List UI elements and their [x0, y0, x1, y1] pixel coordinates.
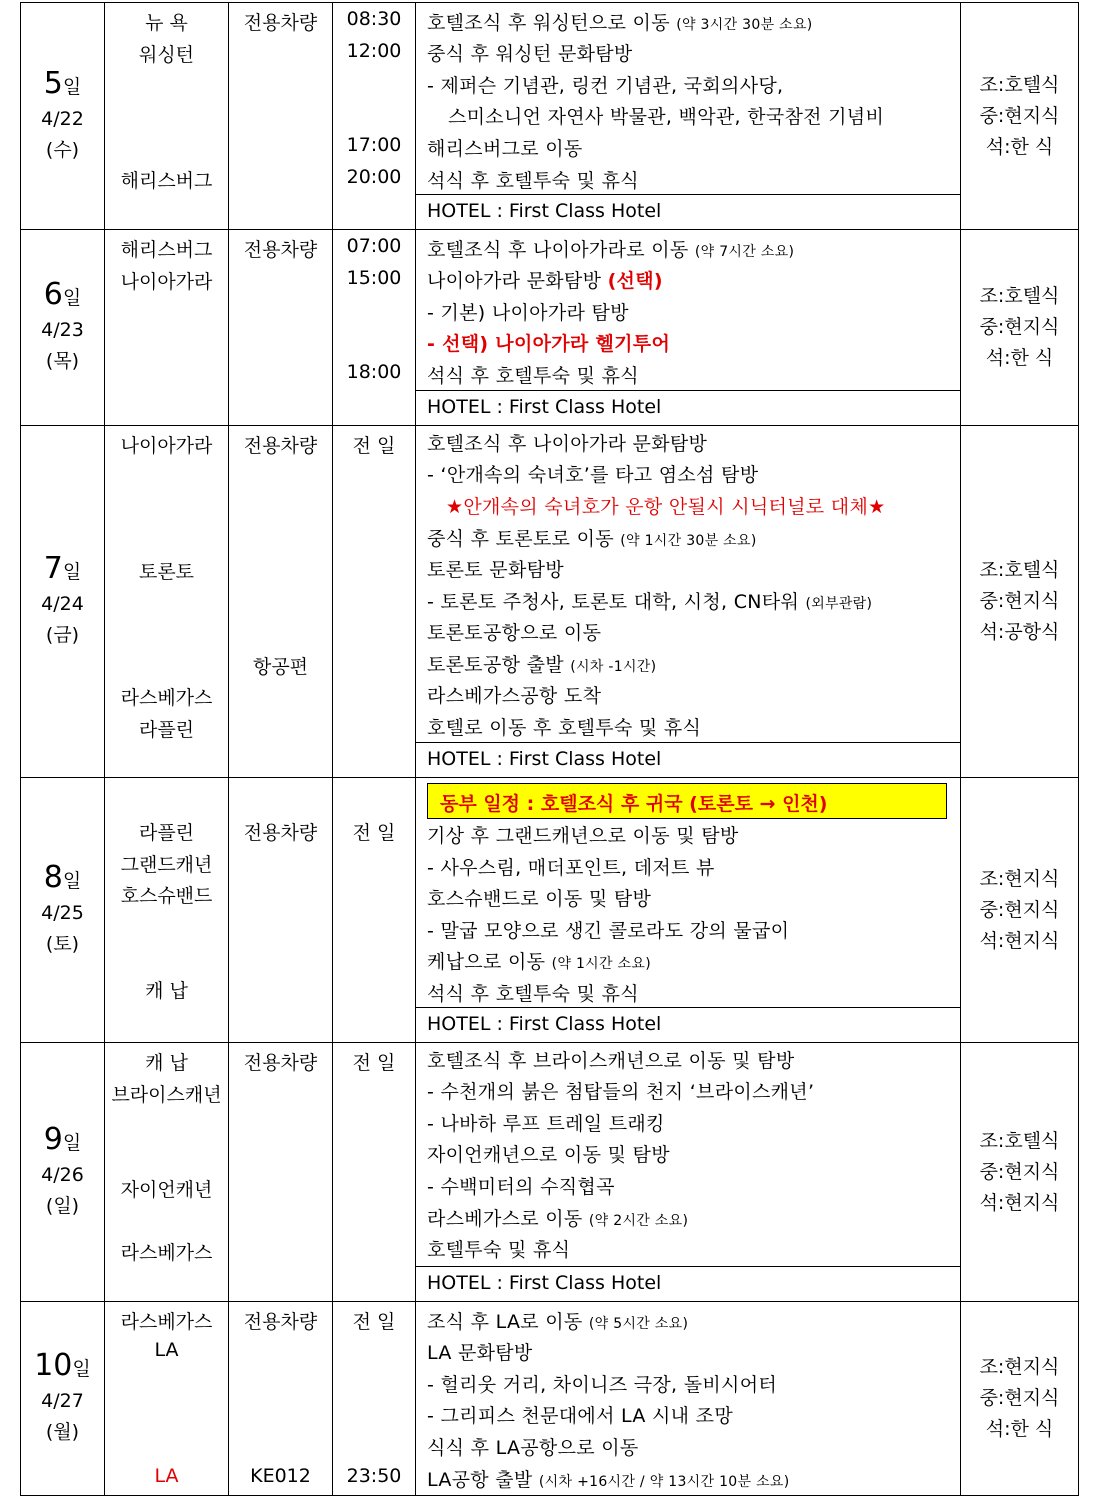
meal-lunch: 중:현지식	[979, 104, 1060, 127]
day-weekday: (월)	[45, 1421, 80, 1443]
day-weekday: (일)	[45, 1194, 80, 1217]
day-number: 8일	[43, 859, 82, 895]
transport-cell	[229, 230, 333, 426]
itinerary-table	[20, 2, 1079, 1496]
meal-cell	[961, 778, 1079, 1043]
schedule-line: - 선택) 나이아가라 헬기투어	[427, 333, 671, 355]
time-cell	[333, 230, 416, 426]
transport: 전용차량	[243, 1052, 318, 1074]
time-cell	[333, 3, 416, 230]
transport-cell	[229, 426, 333, 778]
schedule-line: 중식 후 워싱턴 문화탐방	[427, 43, 633, 65]
time: 08:30	[346, 8, 402, 30]
hotel-row	[416, 1007, 960, 1042]
notice-text: 동부 일정 : 호텔조식 후 귀국 (토론토 → 인천)	[440, 793, 828, 815]
meal-dinner: 석:한 식	[985, 1418, 1054, 1440]
hotel-text: HOTEL : First Class Hotel	[427, 1013, 662, 1035]
schedule-line: 자이언캐년으로 이동 및 탐방	[427, 1144, 670, 1166]
meal-breakfast: 조:현지식	[979, 1356, 1060, 1378]
schedule-line: 해리스버그로 이동	[427, 138, 583, 160]
schedule-line: 조식 후 LA로 이동 (약 5시간 소요)	[427, 1311, 689, 1333]
day-date: 4/22	[41, 107, 84, 130]
schedule-line: 석식 후 호텔투숙 및 휴식	[427, 365, 639, 387]
place: 라플린	[138, 719, 195, 741]
day-cell	[21, 778, 105, 1043]
transport-cell	[229, 3, 333, 230]
schedule-line: 토론토 문화탐방	[427, 559, 564, 581]
place: 그랜드캐년	[120, 854, 213, 876]
hotel-text: HOTEL : First Class Hotel	[427, 1272, 662, 1294]
day-row	[21, 230, 1079, 426]
schedule-line: - ‘안개속의 숙녀호’를 타고 염소섬 탐방	[427, 464, 759, 486]
place-cell	[105, 1043, 229, 1302]
time: 전 일	[352, 435, 396, 457]
meal-dinner: 석:현지식	[979, 929, 1060, 952]
hotel-row	[416, 194, 960, 229]
day-cell	[21, 1043, 105, 1302]
schedule-line: 호텔조식 후 나이아가라로 이동 (약 7시간 소요)	[427, 239, 795, 261]
day-cell	[21, 230, 105, 426]
transport-cell	[229, 1043, 333, 1302]
schedule-line: - 토론토 주청사, 토론토 대학, 시청, CN타워 (외부관람)	[427, 591, 873, 613]
day-cell	[21, 3, 105, 230]
transport: KE012	[250, 1465, 311, 1487]
schedule-line: - 그리피스 천문대에서 LA 시내 조망	[427, 1405, 733, 1427]
time: 20:00	[346, 166, 402, 188]
schedule-line: 식식 후 LA공항으로 이동	[427, 1437, 639, 1459]
hotel-text: HOTEL : First Class Hotel	[427, 748, 662, 770]
place: 나이아가라	[120, 271, 213, 293]
day-number: 5일	[43, 65, 82, 101]
hotel-row	[416, 390, 960, 425]
place-cell	[105, 778, 229, 1043]
place: 해리스버그	[120, 170, 213, 192]
schedule-line: 호텔로 이동 후 호텔투숙 및 휴식	[427, 717, 702, 739]
schedule-line: 호텔조식 후 워싱턴으로 이동 (약 3시간 30분 소요)	[427, 12, 813, 34]
schedule-line: - 사우스림, 매더포인트, 데저트 뷰	[427, 857, 715, 879]
place: 캐 납	[145, 980, 188, 1002]
hotel-row	[416, 742, 960, 777]
schedule-line: 호텔조식 후 나이아가라 문화탐방	[427, 433, 708, 455]
transport: 전용차량	[243, 1311, 318, 1333]
schedule-line: 석식 후 호텔투숙 및 휴식	[427, 983, 639, 1005]
schedule-line: 호텔조식 후 브라이스캐년으로 이동 및 탐방	[427, 1050, 795, 1072]
schedule-line: 중식 후 토론토로 이동 (약 1시간 30분 소요)	[427, 528, 757, 550]
meal-dinner: 석:현지식	[979, 1191, 1060, 1214]
day-weekday: (수)	[45, 138, 80, 161]
meal-lunch: 중:현지식	[979, 1387, 1060, 1409]
schedule-line: 라스베가스공항 도착	[427, 685, 602, 707]
time: 전 일	[352, 822, 396, 844]
schedule-line: 라스베가스로 이동 (약 2시간 소요)	[427, 1208, 689, 1230]
meal-breakfast: 조:호텔식	[979, 73, 1060, 96]
place: 뉴 욕	[145, 12, 188, 34]
day-weekday: (목)	[45, 350, 80, 372]
meal-breakfast: 조:호텔식	[979, 1129, 1060, 1152]
schedule-line: LA 문화탐방	[427, 1342, 533, 1364]
place: 캐 납	[145, 1052, 188, 1074]
place: 라스베가스	[120, 1242, 213, 1264]
meal-dinner: 석:한 식	[985, 347, 1054, 369]
schedule-cell	[416, 426, 961, 778]
hotel-text: HOTEL : First Class Hotel	[427, 200, 662, 222]
transport-cell	[229, 778, 333, 1043]
time-cell	[333, 778, 416, 1043]
schedule-line: 호텔투숙 및 휴식	[427, 1239, 571, 1261]
meal-cell	[961, 1302, 1079, 1496]
day-number: 7일	[43, 551, 82, 586]
meal-dinner: 석:한 식	[985, 135, 1054, 158]
schedule-line: 토론토공항으로 이동	[427, 622, 602, 644]
schedule-cell	[416, 778, 961, 1043]
meal-lunch: 중:현지식	[979, 1160, 1060, 1183]
place-cell	[105, 426, 229, 778]
meal-dinner: 석:공항식	[979, 621, 1060, 643]
time: 전 일	[352, 1052, 396, 1074]
day-number: 10일	[34, 1348, 91, 1383]
place: LA	[154, 1465, 179, 1487]
day-cell	[21, 426, 105, 778]
transport: 전용차량	[243, 239, 318, 261]
schedule-cell	[416, 1043, 961, 1302]
place-cell	[105, 230, 229, 426]
time: 15:00	[346, 267, 402, 289]
schedule-line: - 수백미터의 수직협곡	[427, 1176, 615, 1198]
time: 07:00	[346, 235, 402, 257]
meal-cell	[961, 426, 1079, 778]
schedule-line: 기상 후 그랜드캐년으로 이동 및 탐방	[427, 825, 739, 847]
meal-lunch: 중:현지식	[979, 316, 1060, 338]
place: 해리스버그	[120, 239, 213, 261]
transport: 항공편	[252, 656, 309, 678]
day-row	[21, 426, 1079, 778]
time-cell	[333, 1302, 416, 1496]
meal-cell	[961, 230, 1079, 426]
place: 브라이스캐년	[111, 1084, 222, 1106]
day-date: 4/25	[41, 901, 84, 924]
day-row	[21, 1302, 1079, 1496]
day-row	[21, 1043, 1079, 1302]
time: 전 일	[352, 1311, 396, 1333]
meal-lunch: 중:현지식	[979, 590, 1060, 612]
schedule-cell	[416, 3, 961, 230]
place: 자이언캐년	[120, 1179, 213, 1201]
place: 호스슈밴드	[120, 885, 213, 907]
transport: 전용차량	[243, 435, 318, 457]
meal-cell	[961, 1043, 1079, 1302]
meal-lunch: 중:현지식	[979, 898, 1060, 921]
schedule-cell	[416, 230, 961, 426]
day-number: 9일	[43, 1121, 82, 1157]
place-cell	[105, 1302, 229, 1496]
schedule-line: 석식 후 호텔투숙 및 휴식	[427, 170, 639, 192]
place: 라스베가스	[120, 687, 213, 709]
time-cell	[333, 1043, 416, 1302]
day-date: 4/26	[41, 1163, 84, 1186]
hotel-row	[416, 1266, 960, 1301]
time: 17:00	[346, 134, 402, 156]
day-weekday: (금)	[45, 624, 80, 646]
day-row	[21, 778, 1079, 1043]
schedule-line: - 기본) 나이아가라 탐방	[427, 302, 629, 324]
day-row	[21, 3, 1079, 230]
meal-breakfast: 조:호텔식	[979, 559, 1060, 581]
day-number: 6일	[43, 277, 82, 312]
day-date: 4/27	[41, 1390, 84, 1412]
schedule-line: - 나바하 루프 트레일 트래킹	[427, 1113, 665, 1135]
transport-cell	[229, 1302, 333, 1496]
schedule-line: - 말굽 모양으로 생긴 콜로라도 강의 물굽이	[427, 920, 790, 942]
hotel-text: HOTEL : First Class Hotel	[427, 396, 662, 418]
transport: 전용차량	[243, 12, 318, 34]
schedule-line: 호스슈밴드로 이동 및 탐방	[427, 888, 652, 910]
day-weekday: (토)	[45, 932, 80, 955]
place: LA	[154, 1339, 179, 1361]
schedule-line: 나이아가라 문화탐방 (선택)	[427, 270, 663, 292]
place: 라스베가스	[120, 1311, 213, 1333]
schedule-line: 스미소니언 자연사 박물관, 백악관, 한국참전 기념비	[448, 106, 885, 128]
place: 라플린	[138, 822, 195, 844]
schedule-line: 토론토공항 출발 (시차 -1시간)	[427, 654, 657, 676]
meal-breakfast: 조:현지식	[979, 867, 1060, 890]
meal-cell	[961, 3, 1079, 230]
time-cell	[333, 426, 416, 778]
time: 23:50	[346, 1465, 402, 1487]
place: 워싱턴	[138, 44, 195, 66]
schedule-cell	[416, 1302, 961, 1496]
schedule-line: - 헐리웃 거리, 차이니즈 극장, 돌비시어터	[427, 1374, 777, 1396]
schedule-line: - 제퍼슨 기념관, 링컨 기념관, 국회의사당,	[427, 75, 784, 97]
place-cell	[105, 3, 229, 230]
notice-banner	[427, 783, 947, 819]
meal-breakfast: 조:호텔식	[979, 285, 1060, 307]
day-date: 4/23	[41, 319, 84, 341]
schedule-line: 케납으로 이동 (약 1시간 소요)	[427, 951, 651, 973]
schedule-line: ★안개속의 숙녀호가 운항 안될시 시닉터널로 대체★	[446, 496, 886, 518]
day-date: 4/24	[41, 593, 84, 615]
day-cell	[21, 1302, 105, 1496]
schedule-line: - 수천개의 붉은 첨탑들의 천지 ‘브라이스캐년’	[427, 1081, 815, 1103]
place: 나이아가라	[120, 435, 213, 457]
place: 토론토	[138, 561, 195, 583]
schedule-line: LA공항 출발 (시차 +16시간 / 약 13시간 10분 소요)	[427, 1469, 790, 1491]
transport: 전용차량	[243, 822, 318, 844]
time: 18:00	[346, 361, 402, 383]
time: 12:00	[346, 40, 402, 62]
